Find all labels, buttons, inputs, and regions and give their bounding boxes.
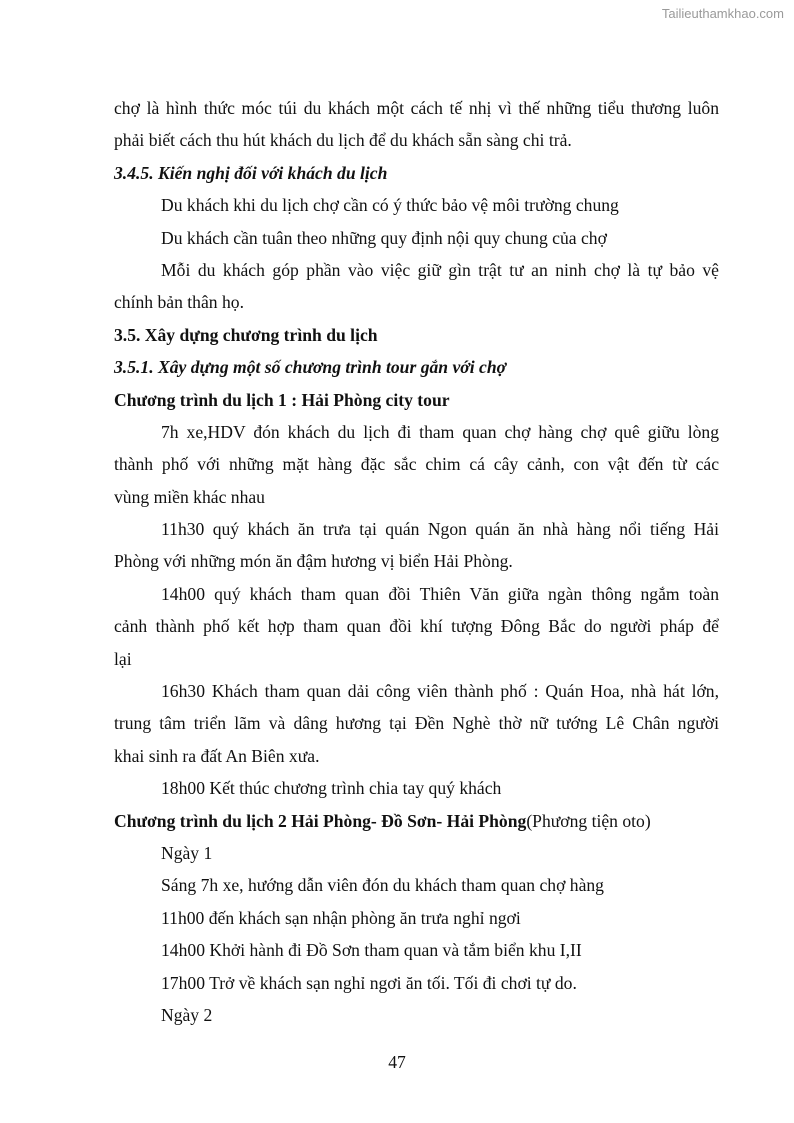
watermark: Tailieuthamkhao.com: [661, 6, 784, 21]
body-line: cảnh thành phố kết hợp tham quan đồi khí tượng Đông Bắc do người pháp để: [114, 616, 719, 637]
day-label: Ngày 1: [161, 842, 213, 863]
tour-title: Chương trình du lịch 1 : Hải Phòng city tour: [114, 389, 450, 410]
body-line: Du khách cần tuân theo những quy định nội quy chung của chợ: [161, 227, 607, 248]
body-line: 17h00 Trở về khách sạn nghỉ ngơi ăn tối. Tối đi chơi tự do.: [161, 972, 577, 993]
tour-title: [114, 805, 719, 837]
tour-title-transport: (Phương tiện oto): [526, 810, 651, 831]
body-line: lại: [114, 648, 132, 669]
body-line: 11h00 đến khách sạn nhận phòng ăn trưa nghỉ ngơi: [161, 907, 521, 928]
body-line: 16h30 Khách tham quan dải công viên thành phố : Quán Hoa, nhà hát lớn,: [161, 681, 719, 702]
subsection-heading: 3.4.5. Kiến nghị đối với khách du lịch: [114, 162, 388, 183]
tour-title-bold: Chương trình du lịch 2 Hải Phòng- Đồ Sơn- Hải Phòng: [114, 810, 527, 831]
body-line: trung tâm triển lãm và dâng hương tại Đền Nghè thờ nữ tướng Lê Chân người: [114, 713, 719, 734]
day-label: Ngày 2: [161, 1004, 213, 1025]
body-line: khai sinh ra đất An Biên xưa.: [114, 745, 320, 766]
section-heading: 3.5. Xây dựng chương trình du lịch: [114, 324, 378, 345]
body-line: thành phố với những mặt hàng đặc sắc chim cá cây cảnh, con vật đến từ các: [114, 454, 719, 475]
body-line: 11h30 quý khách ăn trưa tại quán Ngon quán ăn nhà hàng nổi tiếng Hải: [161, 519, 719, 540]
body-line: Du khách khi du lịch chợ cần có ý thức bảo vệ môi trường chung: [161, 195, 619, 216]
body-line: 14h00 quý khách tham quan đồi Thiên Văn giữa ngàn thông ngắm toàn: [161, 583, 719, 604]
document-body: [114, 92, 719, 1031]
body-line: chợ là hình thức móc túi du khách một cách tế nhị vì thế những tiểu thương luôn: [114, 98, 719, 118]
body-line: vùng miền khác nhau: [114, 486, 265, 507]
body-line: 18h00 Kết thúc chương trình chia tay quý khách: [161, 778, 502, 799]
body-line: chính bản thân họ.: [114, 292, 244, 313]
subsection-heading: 3.5.1. Xây dựng một số chương trình tour gắn với chợ: [114, 357, 507, 378]
body-line: Sáng 7h xe, hướng dẫn viên đón du khách tham quan chợ hàng: [161, 875, 604, 896]
body-line: 14h00 Khởi hành đi Đồ Sơn tham quan và tắm biển khu I,II: [161, 940, 582, 961]
body-line: 7h xe,HDV đón khách du lịch đi tham quan chợ hàng chợ quê giữu lòng: [161, 421, 719, 442]
body-line: Phòng với những món ăn đậm hương vị biển Hải Phòng.: [114, 551, 513, 572]
body-line: phải biết cách thu hút khách du lịch để du khách sẵn sàng chi trả.: [114, 130, 572, 151]
page-number: 47: [388, 1052, 406, 1072]
body-line: Mỗi du khách góp phần vào việc giữ gìn trật tư an ninh chợ là tự bảo vệ: [161, 259, 719, 280]
